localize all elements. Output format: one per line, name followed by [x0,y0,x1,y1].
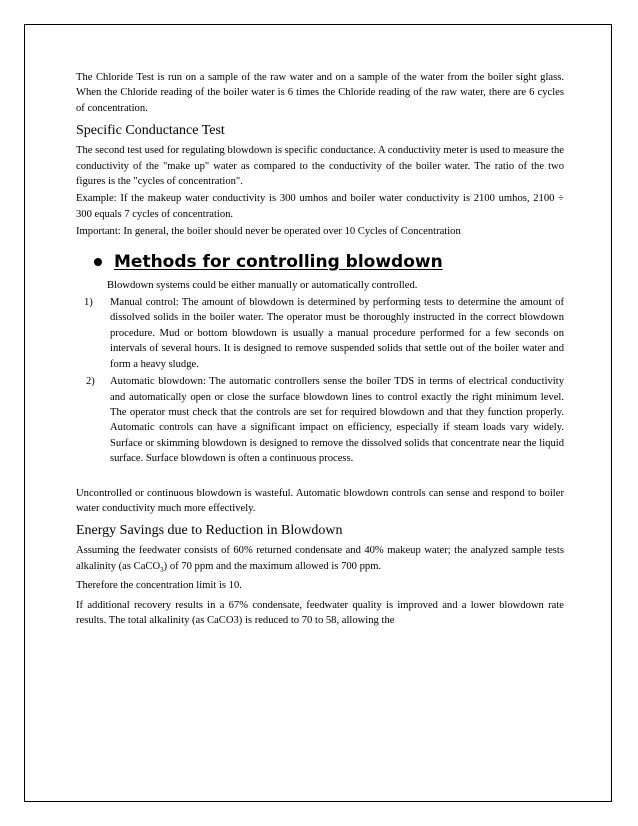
paragraph-chloride-test: The Chloride Test is run on a sample of the raw water and on a sample of the water from the boiler sight glass. When the Chloride reading of the boiler water is 6 times the Chloride reading of the raw water, there are 6 cycles of concentration. [76,72,564,114]
paragraph-additional-recovery: If additional recovery results in a 67% condensate, feedwater quality is improved and a lower blowdown rate results. The total alkalinity (as CaCO3) is reduced to 70 to 58, allowing the [76,599,564,626]
paragraph-uncontrolled: Uncontrolled or continuous blowdown is wasteful. Automatic blowdown controls can sense and respond to boiler water conductivity much more effectively. [76,487,564,514]
paragraph-assuming [76,543,564,574]
methods-heading-row [94,251,564,273]
list-number: 2) [86,376,95,388]
paragraph-blowdown-systems: Blowdown systems could be either manually or automatically controlled. [107,279,418,291]
heading-energy-savings: Energy Savings due to Reduction in Blowdown [76,523,343,539]
list-number: 1) [84,297,93,309]
paragraph-second-test: The second test used for regulating blowdown is specific conductance. A conductivity meter is used to measure the conductivity of the "make up" water as compared to the conductivity of the boiler water. The ratio of the two figures is the "cycles of concentration". [76,145,564,188]
assuming-text-end: ) of 70 ppm and the maximum allowed is 700 ppm. [163,560,382,572]
list-item-manual-control [76,295,564,372]
paragraph-important: Important: In general, the boiler should never be operated over 10 Cycles of Concentration [76,226,461,238]
document-body [76,70,564,628]
subscript-three: 3 [160,565,164,574]
heading-specific-conductance: Specific Conductance Test [76,123,225,139]
bullet-icon [94,258,102,266]
assuming-text-start: Assuming the feedwater consists of 60% returned condensate and 40% makeup water; the analyzed sample tests alkalinity (as CaCO [76,545,564,572]
paragraph-example: Example: If the makeup water conductivity is 300 umhos and boiler water conductivity is 2100 umhos, 2100 ÷ 300 equals 7 cycles of concentration. [76,193,564,220]
list-item-automatic-blowdown [76,374,564,466]
paragraph-therefore: Therefore the concentration limit is 10. [76,580,242,592]
list-text: Manual control: The amount of blowdown is determined by performing tests to determine the amount of dissolved solids in the boiler water. The operator must be thoroughly instructed in the correct blowdown procedure. Mud or bottom blowdown is usually a manual procedure performed for a few seconds on intervals of several hours. It is designed to remove suspended solids that settle out of the boiler water and form a heavy sludge. [110,297,564,370]
heading-methods: Methods for controlling blowdown [114,251,443,272]
list-text: Automatic blowdown: The automatic controllers sense the boiler TDS in terms of electrical conductivity and automatically open or close the surface blowdown lines to control exactly the right minimum level. The operator must check that the controls are set for required blowdown and that they function properly. Automatic controls can have a significant impact on efficiency, especially if steam loads vary widely. Surface or skimming blowdown is designed to remove the dissolved solids that concentrate near the liquid surface. Surface blowdown is often a continuous process. [110,376,564,465]
